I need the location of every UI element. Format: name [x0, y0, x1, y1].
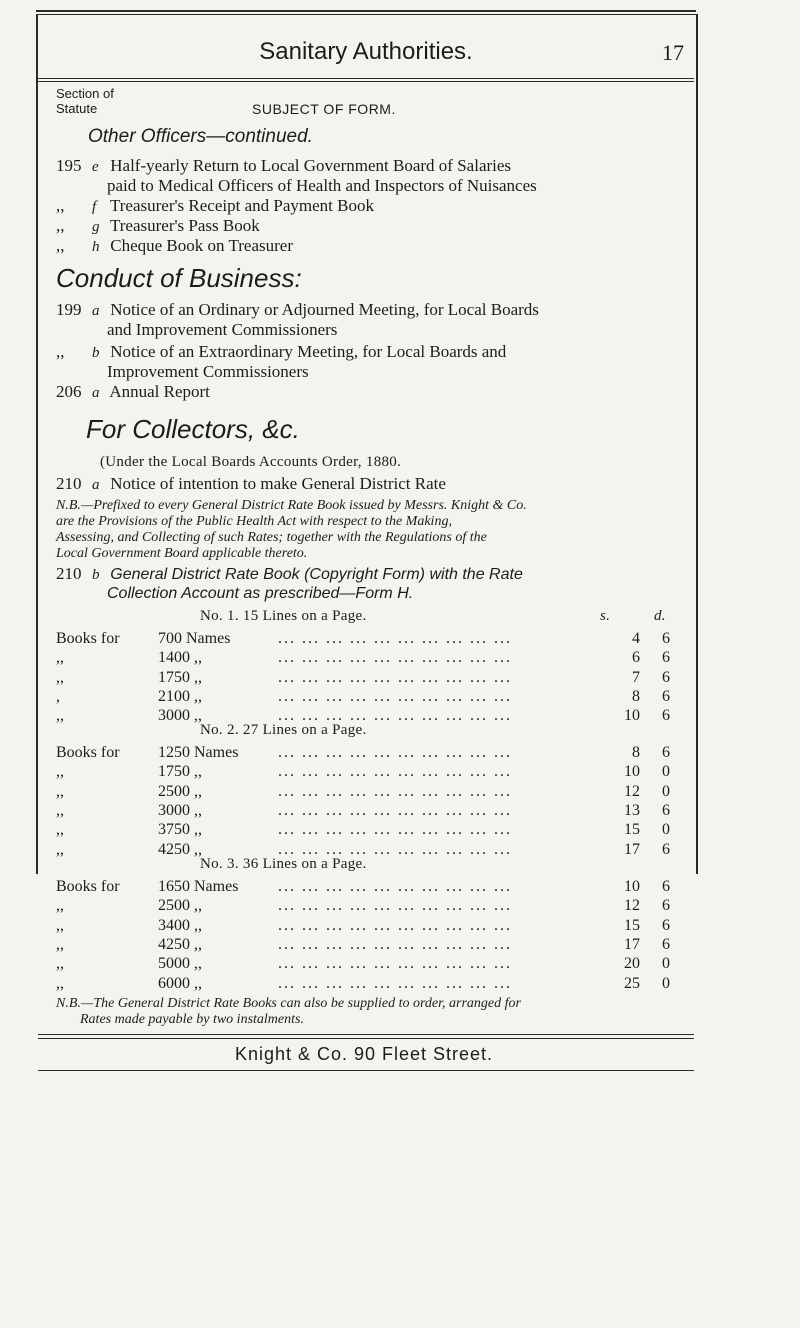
row-label: Books for: [56, 630, 120, 647]
collectors-subheading: (Under the Local Boards Accounts Order, 1880.: [100, 454, 402, 470]
group-title: No. 3. 36 Lines on a Page.: [200, 856, 367, 872]
price-row: [56, 763, 684, 783]
row-label: ,,: [56, 916, 64, 934]
price-pence: 6: [662, 801, 670, 819]
row-label: ,,: [56, 668, 64, 686]
price-pence: 0: [662, 763, 670, 781]
publisher-footer: Knight & Co. 90 Fleet Street.: [234, 1044, 494, 1064]
leader-dots: ... ... ... ... ... ... ... ... ... ...: [278, 897, 512, 915]
price-pence: 6: [662, 744, 670, 761]
price-pence: 0: [662, 955, 670, 973]
list-item: ,, h Cheque Book on Treasurer: [56, 236, 293, 255]
leader-dots: ... ... ... ... ... ... ... ... ... ...: [278, 974, 512, 992]
conduct-heading: Conduct of Business:: [56, 263, 302, 293]
row-label: ,,: [56, 707, 64, 725]
group-title: No. 2. 27 Lines on a Page.: [200, 722, 367, 738]
price-shillings: 7: [632, 668, 640, 686]
price-shillings: 12: [624, 897, 640, 915]
price-pence: 6: [662, 897, 670, 915]
row-label: ,: [56, 687, 60, 705]
col-shillings: s.: [600, 608, 611, 624]
price-row: [56, 936, 684, 956]
list-item: 199 a Notice of an Ordinary or Adjourned Meeting, for Local Boards: [56, 300, 539, 319]
price-row: [56, 630, 684, 650]
price-row: [56, 841, 684, 861]
leader-dots: ... ... ... ... ... ... ... ... ... ...: [278, 668, 512, 686]
leader-dots: ... ... ... ... ... ... ... ... ... ...: [278, 649, 512, 667]
price-shillings: 12: [624, 782, 640, 800]
row-label: Books for: [56, 878, 120, 895]
leader-dots: ... ... ... ... ... ... ... ... ... ...: [278, 821, 512, 839]
header-rule: [38, 78, 694, 79]
list-item: 206 a Annual Report: [56, 382, 210, 401]
row-quantity: 5000 ,,: [158, 955, 202, 973]
row-quantity: 1650 Names: [158, 878, 239, 895]
top-border: [36, 10, 696, 12]
nb-note: N.B.—Prefixed to every General District Rate Book issued by Messrs. Knight & Co. are the Provisions of the Public Health Act with respect to the Making, Assessing, and Collecting of such Rates; together with the Regulations of the Local Government Board applicable thereto.: [56, 498, 527, 561]
row-label: ,,: [56, 897, 64, 915]
row-label: ,,: [56, 763, 64, 781]
list-item: 210 a Notice of intention to make General District Rate: [56, 474, 446, 493]
list-item: 210 b General District Rate Book (Copyright Form) with the Rate: [56, 564, 523, 583]
price-row: [56, 917, 684, 937]
row-quantity: 3400 ,,: [158, 916, 202, 934]
row-label: Books for: [56, 744, 120, 761]
list-item: ,, b Notice of an Extraordinary Meeting, for Local Boards and: [56, 342, 507, 361]
list-item-continuation: and Improvement Commissioners: [107, 320, 338, 339]
row-label: ,,: [56, 935, 64, 953]
footer-rule-bottom: [38, 1070, 694, 1071]
price-shillings: 15: [624, 916, 640, 934]
leader-dots: ... ... ... ... ... ... ... ... ... ...: [278, 840, 512, 858]
leader-dots: ... ... ... ... ... ... ... ... ... ...: [278, 801, 512, 819]
page-number: 17: [662, 40, 684, 65]
price-pence: 6: [662, 916, 670, 934]
col-pence: d.: [654, 608, 666, 624]
leader-dots: ... ... ... ... ... ... ... ... ... ...: [278, 916, 512, 934]
leader-dots: ... ... ... ... ... ... ... ... ... ...: [278, 878, 512, 895]
footer-rule: [38, 1034, 694, 1035]
price-row: [56, 897, 684, 917]
price-pence: 6: [662, 935, 670, 953]
row-quantity: 1750 ,,: [158, 668, 202, 686]
list-item: ,, g Treasurer's Pass Book: [56, 216, 260, 235]
row-quantity: 6000 ,,: [158, 974, 202, 992]
row-quantity: 1250 Names: [158, 744, 239, 761]
price-row: [56, 707, 684, 727]
price-shillings: 6: [632, 649, 640, 667]
row-quantity: 2500 ,,: [158, 897, 202, 915]
page-header: [38, 36, 694, 80]
price-pence: 6: [662, 707, 670, 725]
row-quantity: 700 Names: [158, 630, 231, 647]
nb-note-2: N.B.—The General District Rate Books can also be supplied to order, arranged for Rates made payable by two instalments.: [56, 996, 521, 1027]
leader-dots: ... ... ... ... ... ... ... ... ... ...: [278, 782, 512, 800]
price-pence: 6: [662, 687, 670, 705]
row-quantity: 1750 ,,: [158, 763, 202, 781]
leader-dots: ... ... ... ... ... ... ... ... ... ...: [278, 687, 512, 705]
subject-column-label: SUBJECT OF FORM.: [252, 101, 396, 117]
header-rule-2: [38, 81, 694, 82]
price-shillings: 8: [632, 687, 640, 705]
row-quantity: 3750 ,,: [158, 821, 202, 839]
row-label: ,,: [56, 974, 64, 992]
price-shillings: 17: [624, 840, 640, 858]
price-pence: 0: [662, 974, 670, 992]
list-item: 195 e Half-yearly Return to Local Government Board of Salaries: [56, 156, 512, 175]
price-shillings: 10: [624, 707, 640, 725]
price-row: [56, 802, 684, 822]
list-item-continuation: Collection Account as prescribed—Form H.: [107, 585, 414, 602]
price-row: [56, 878, 684, 898]
price-row: [56, 688, 684, 708]
row-label: ,,: [56, 649, 64, 667]
price-pence: 6: [662, 630, 670, 647]
price-pence: 0: [662, 821, 670, 839]
price-pence: 6: [662, 878, 670, 895]
price-row: [56, 821, 684, 841]
row-label: ,,: [56, 840, 64, 858]
price-pence: 6: [662, 840, 670, 858]
price-shillings: 25: [624, 974, 640, 992]
price-shillings: 17: [624, 935, 640, 953]
row-quantity: 4250 ,,: [158, 935, 202, 953]
page-title: Sanitary Authorities.: [259, 38, 473, 65]
list-item: ,, f Treasurer's Receipt and Payment Book: [56, 196, 374, 215]
leader-dots: ... ... ... ... ... ... ... ... ... ...: [278, 955, 512, 973]
leader-dots: ... ... ... ... ... ... ... ... ... ...: [278, 763, 512, 781]
price-shillings: 15: [624, 821, 640, 839]
price-pence: 0: [662, 782, 670, 800]
row-quantity: 4250 ,,: [158, 840, 202, 858]
footer-rule-2: [38, 1038, 694, 1039]
row-label: ,,: [56, 782, 64, 800]
leader-dots: ... ... ... ... ... ... ... ... ... ...: [278, 707, 512, 725]
price-row: [56, 649, 684, 669]
price-row: [56, 783, 684, 803]
price-shillings: 8: [632, 744, 640, 761]
price-shillings: 4: [632, 630, 640, 647]
list-item-continuation: Improvement Commissioners: [107, 362, 309, 381]
group-title: No. 1. 15 Lines on a Page.: [200, 608, 367, 624]
row-quantity: 2500 ,,: [158, 782, 202, 800]
price-shillings: 10: [624, 878, 640, 895]
collectors-heading: For Collectors, &c.: [86, 414, 300, 444]
row-quantity: 3000 ,,: [158, 707, 202, 725]
price-shillings: 20: [624, 955, 640, 973]
leader-dots: ... ... ... ... ... ... ... ... ... ...: [278, 630, 512, 647]
price-row: [56, 744, 684, 764]
price-row: [56, 975, 684, 995]
row-quantity: 1400 ,,: [158, 649, 202, 667]
row-label: ,,: [56, 955, 64, 973]
other-officers-heading: Other Officers—continued.: [88, 126, 313, 147]
price-pence: 6: [662, 649, 670, 667]
price-pence: 6: [662, 668, 670, 686]
leader-dots: ... ... ... ... ... ... ... ... ... ...: [278, 935, 512, 953]
section-column-label: Section of Statute: [56, 86, 114, 116]
price-row: [56, 669, 684, 689]
row-quantity: 2100 ,,: [158, 687, 202, 705]
price-shillings: 13: [624, 801, 640, 819]
row-quantity: 3000 ,,: [158, 801, 202, 819]
price-row: [56, 955, 684, 975]
list-item-continuation: paid to Medical Officers of Health and Inspectors of Nuisances: [107, 176, 537, 195]
row-label: ,,: [56, 801, 64, 819]
price-shillings: 10: [624, 763, 640, 781]
leader-dots: ... ... ... ... ... ... ... ... ... ...: [278, 744, 512, 761]
row-label: ,,: [56, 821, 64, 839]
